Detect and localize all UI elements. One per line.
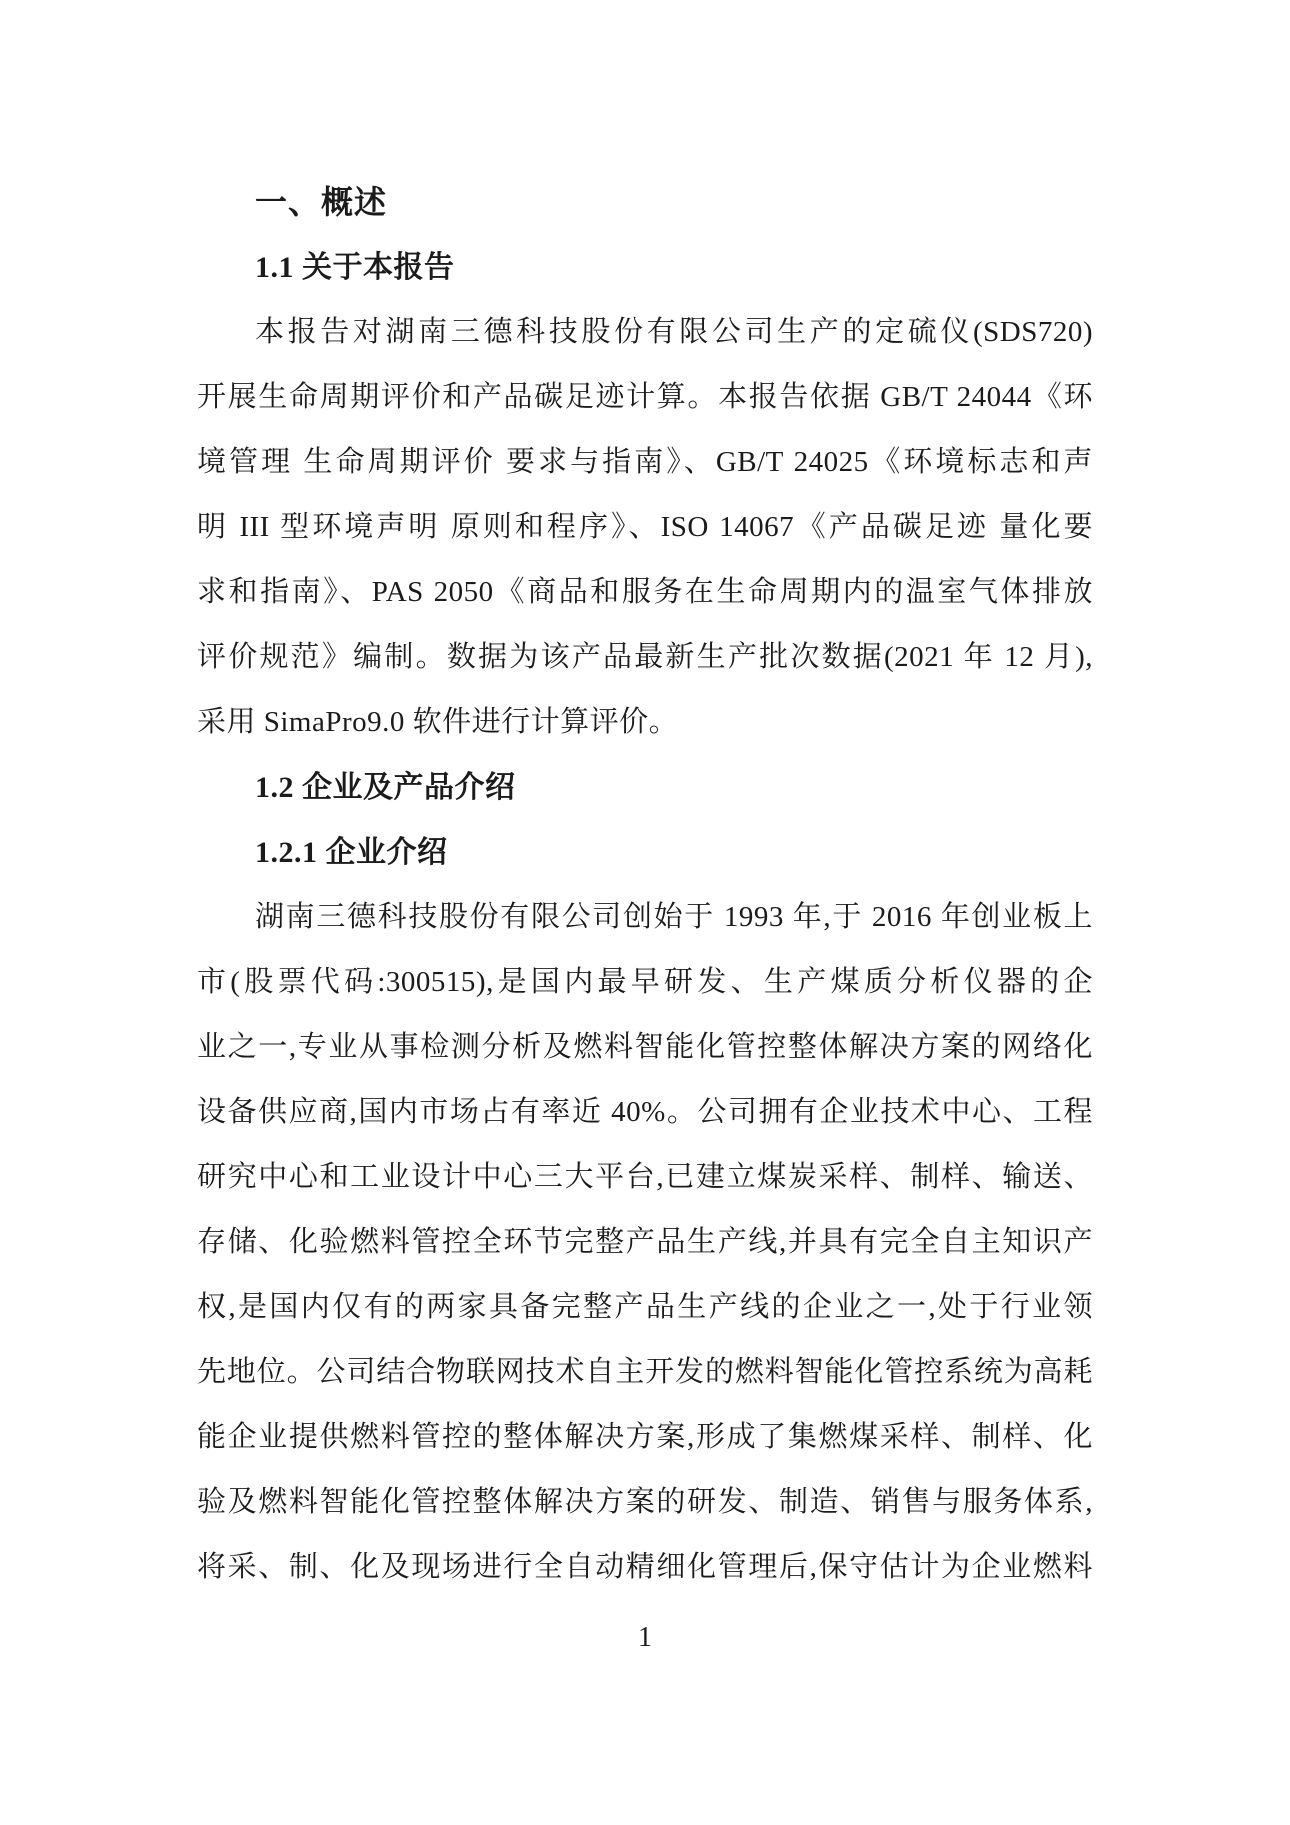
page-number: 1 <box>638 1622 652 1653</box>
section-heading-1-1: 1.1 关于本报告 <box>255 251 455 284</box>
paragraph-1-line: 境管理 生命周期评价 要求与指南》、GB/T 24025《环境标志和声 <box>197 446 1093 478</box>
paragraph-2-line: 先地位。公司结合物联网技术自主开发的燃料智能化管控系统为高耗 <box>197 1356 1093 1388</box>
paragraph-1-line: 明 III 型环境声明 原则和程序》、ISO 14067《产品碳足迹 量化要 <box>197 511 1093 543</box>
paragraph-2-line: 验及燃料智能化管控整体解决方案的研发、制造、销售与服务体系, <box>197 1486 1093 1518</box>
paragraph-2-line: 市(股票代码:300515),是国内最早研发、生产煤质分析仪器的企 <box>197 966 1093 998</box>
paragraph-2-line: 将采、制、化及现场进行全自动精细化管理后,保守估计为企业燃料 <box>197 1551 1093 1583</box>
paragraph-2-line: 业之一,专业从事检测分析及燃料智能化管控整体解决方案的网络化 <box>197 1031 1093 1063</box>
chapter-heading: 一、概述 <box>255 184 388 220</box>
paragraph-2-line: 设备供应商,国内市场占有率近 40%。公司拥有企业技术中心、工程 <box>197 1096 1093 1128</box>
paragraph-1-line: 评价规范》编制。数据为该产品最新生产批次数据(2021 年 12 月), <box>197 641 1093 673</box>
paragraph-1-line: 采用 SimaPro9.0 软件进行计算评价。 <box>197 706 679 738</box>
paragraph-2-line: 权,是国内仅有的两家具备完整产品生产线的企业之一,处于行业领 <box>197 1291 1093 1323</box>
section-heading-1-2-1: 1.2.1 企业介绍 <box>255 836 448 869</box>
paragraph-2-line: 存储、化验燃料管控全环节完整产品生产线,并具有完全自主知识产 <box>197 1226 1093 1258</box>
document-content <box>197 170 1093 1600</box>
paragraph-2-line: 湖南三德科技股份有限公司创始于 1993 年,于 2016 年创业板上 <box>255 901 1093 933</box>
section-heading-1-2: 1.2 企业及产品介绍 <box>255 771 516 804</box>
paragraph-1-line: 开展生命周期评价和产品碳足迹计算。本报告依据 GB/T 24044《环 <box>197 381 1093 413</box>
paragraph-1-line: 本报告对湖南三德科技股份有限公司生产的定硫仪(SDS720) <box>255 316 1093 348</box>
paragraph-1-line: 求和指南》、PAS 2050《商品和服务在生命周期内的温室气体排放 <box>197 576 1093 608</box>
paragraph-2-line: 研究中心和工业设计中心三大平台,已建立煤炭采样、制样、输送、 <box>197 1161 1093 1193</box>
paragraph-2-line: 能企业提供燃料管控的整体解决方案,形成了集燃煤采样、制样、化 <box>197 1421 1093 1453</box>
